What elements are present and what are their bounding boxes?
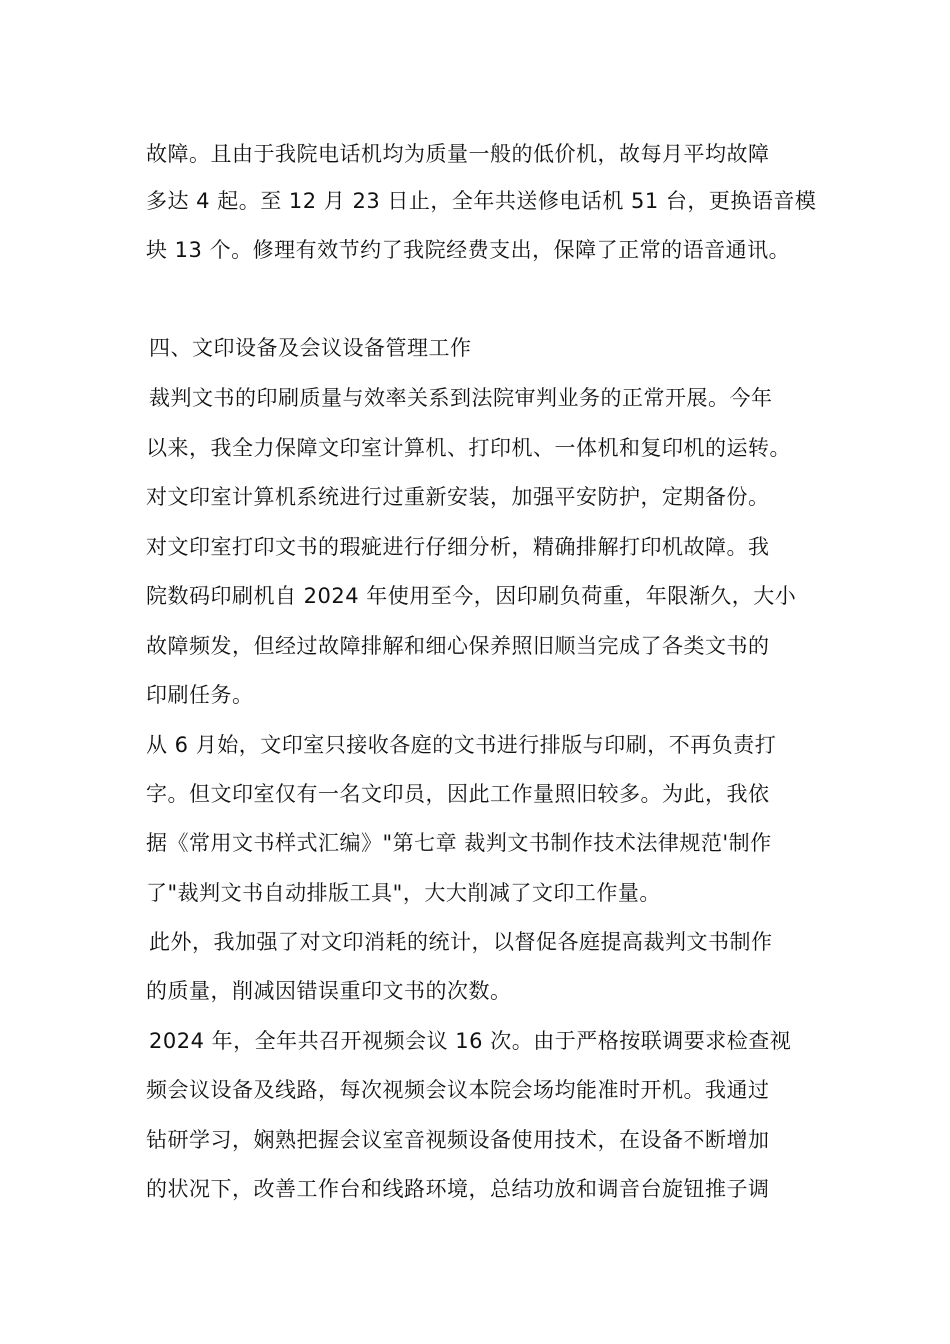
- paragraph-line: 据《常用文书样式汇编》"第七章 裁判文书制作技术法律规范'制作: [146, 831, 772, 855]
- paragraph-line: 了"裁判文书自动排版工具"，大大削减了文印工作量。: [146, 881, 661, 905]
- paragraph-line: 以来，我全力保障文印室计算机、打印机、一体机和复印机的运转。: [146, 436, 791, 460]
- paragraph-line: 块 13 个。修理有效节约了我院经费支出，保障了正常的语音通讯。: [146, 238, 791, 262]
- paragraph-line: 的状况下，改善工作台和线路环境，总结功放和调音台旋钮推子调: [146, 1177, 770, 1201]
- paragraph-line: 院数码印刷机自 2024 年使用至今，因印刷负荷重，年限渐久，大小: [146, 584, 797, 608]
- paragraph-line: 从 6 月始，文印室只接收各庭的文书进行排版与印刷，不再负责打: [146, 733, 777, 757]
- paragraph-line: 对文印室打印文书的瑕疵进行仔细分析，精确排解打印机故障。我: [146, 535, 770, 559]
- paragraph-line: 故障。且由于我院电话机均为质量一般的低价机，故每月平均故障: [146, 142, 770, 166]
- paragraph-line: 对文印室计算机系统进行过重新安装，加强平安防护，定期备份。: [146, 485, 770, 509]
- paragraph-line: 裁判文书的印刷质量与效率关系到法院审判业务的正常开展。今年: [149, 386, 773, 410]
- paragraph-line: 字。但文印室仅有一名文印员，因此工作量照旧较多。为此，我依: [146, 782, 770, 806]
- section-heading: 四、文印设备及会议设备管理工作: [149, 336, 472, 360]
- paragraph-line: 钻研学习，娴熟把握会议室音视频设备使用技术，在设备不断增加: [146, 1128, 770, 1152]
- paragraph-line: 多达 4 起。至 12 月 23 日止，全年共送修电话机 51 台，更换语音模: [146, 189, 817, 213]
- paragraph-line: 此外，我加强了对文印消耗的统计，以督促各庭提高裁判文书制作: [149, 930, 773, 954]
- paragraph-line: 故障频发，但经过故障排解和细心保养照旧顺当完成了各类文书的: [146, 634, 770, 658]
- paragraph-line: 的质量，削减因错误重印文书的次数。: [146, 979, 512, 1003]
- paragraph-line: 印刷任务。: [146, 683, 254, 707]
- paragraph-line: 2024 年，全年共召开视频会议 16 次。由于严格按联调要求检查视: [149, 1029, 792, 1053]
- paragraph-line: 频会议设备及线路，每次视频会议本院会场均能准时开机。我通过: [146, 1078, 770, 1102]
